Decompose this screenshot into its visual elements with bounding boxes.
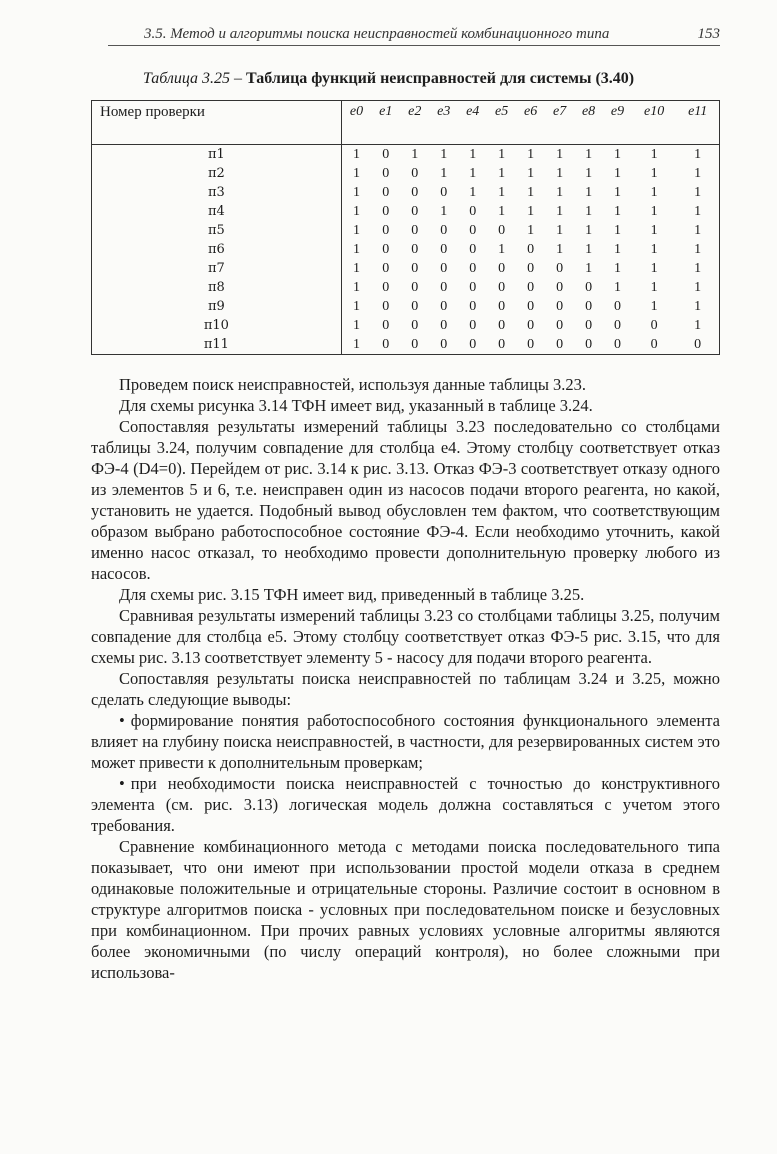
table-cell: 1: [440, 166, 448, 181]
table-cell: 1: [527, 185, 535, 200]
row-label: π10: [92, 316, 342, 335]
column-header: e1: [371, 101, 400, 145]
table-cell: 1: [353, 204, 361, 219]
table-cell: 1: [353, 337, 361, 352]
table-cell: 0: [556, 299, 564, 314]
column-header: e9: [603, 101, 632, 145]
table-cell: 1: [556, 147, 564, 162]
table-cell: 0: [585, 280, 593, 295]
paragraph: Сопоставляя результаты измерений таблицы 3.23 последовательно со столбцами таблицы 3.24, получим совпадение для столбца e4. Этому столбцу соответствует отказ ФЭ-4 (D4=0). Перейдем от рис. 3.14 к рис. 3.13. Отказ ФЭ-3 соответствует отказу одного из элементов 5 и 6, т.е. неисправен один из насосов подачи второго реагента, но какой, установить не удается. Подобный вывод обусловлен тем фактом, что соответствующим образом выбрано работоспособное состояние ФЭ-4. Если необходимо уточнить, какой именно насос отказал, то необходимо провести дополнительную проверку любого из насосов.: [91, 417, 720, 583]
table-row: [92, 221, 720, 240]
table-cell: 1: [498, 242, 506, 257]
table-row: [92, 278, 720, 297]
table-cell: 1: [650, 280, 658, 295]
table-cell: 1: [353, 223, 361, 238]
row-label: π1: [92, 145, 342, 165]
table-cell: 0: [527, 318, 535, 333]
table-cell: 1: [614, 147, 622, 162]
table-cell: 0: [527, 280, 535, 295]
paragraph: Сравнивая результаты измерений таблицы 3.23 со столбцами таблицы 3.25, получим совпадение для столбца e5. Этому столбцу соответствует отказ ФЭ-5 рис. 3.15, что для схемы рис. 3.13 соответствует элементу 5 - насосу для подачи второго реагента.: [91, 606, 720, 667]
table-cell: 0: [650, 318, 658, 333]
running-header-text: 3.5. Метод и алгоритмы поиска неисправностей комбинационного типа: [144, 26, 610, 42]
table-body: [92, 145, 720, 355]
table-cell: 0: [469, 261, 477, 276]
table-cell: 0: [585, 299, 593, 314]
column-header: e7: [545, 101, 574, 145]
row-label: π11: [92, 335, 342, 355]
table-cell: 1: [353, 147, 361, 162]
table-cell: 0: [556, 280, 564, 295]
table-cell: 1: [650, 147, 658, 162]
bullet-icon: •: [119, 774, 125, 793]
table-cell: 0: [469, 299, 477, 314]
table-cell: 1: [694, 166, 702, 181]
table-cell: 1: [585, 242, 593, 257]
table-cell: 0: [382, 299, 390, 314]
table-cell: 1: [556, 204, 564, 219]
table-cell: 0: [440, 223, 448, 238]
table-caption-number: Таблица 3.25 –: [142, 70, 243, 87]
table-cell: 1: [585, 166, 593, 181]
table-cell: 0: [382, 223, 390, 238]
table-cell: 1: [527, 204, 535, 219]
table-cell: 1: [694, 147, 702, 162]
table-caption: [0, 70, 777, 88]
column-header: e11: [676, 101, 719, 145]
bullet-text: формирование понятия работоспособного состояния функционального элемента влияет на глубину поиска неисправностей, в частности, для резервированных систем это может привести к дополнительным проверкам;: [91, 711, 720, 772]
table-cell: 1: [498, 185, 506, 200]
table-cell: 0: [498, 318, 506, 333]
table-cell: 0: [614, 299, 622, 314]
table-cell: 0: [382, 204, 390, 219]
table-cell: 0: [469, 204, 477, 219]
table-cell: 0: [614, 337, 622, 352]
row-label: π7: [92, 259, 342, 278]
table-cell: 0: [411, 280, 419, 295]
table-cell: 0: [469, 280, 477, 295]
table-cell: 0: [382, 185, 390, 200]
table-row: [92, 202, 720, 221]
bullet-text: при необходимости поиска неисправностей с точностью до конструктивного элемента (см. рис. 3.13) логическая модель должна составляться с учетом этого требования.: [91, 774, 720, 835]
paragraph: Для схемы рисунка 3.14 ТФН имеет вид, указанный в таблице 3.24.: [119, 396, 593, 415]
table-cell: 0: [411, 299, 419, 314]
table-cell: 1: [353, 261, 361, 276]
table-cell: 0: [440, 299, 448, 314]
column-header: e3: [429, 101, 458, 145]
row-label: π5: [92, 221, 342, 240]
row-label: π6: [92, 240, 342, 259]
row-label: π9: [92, 297, 342, 316]
table-cell: 0: [527, 299, 535, 314]
table-cell: 0: [440, 242, 448, 257]
table-cell: 1: [556, 223, 564, 238]
bullet-item: [91, 773, 720, 836]
table-row: [92, 145, 720, 165]
table-cell: 1: [469, 166, 477, 181]
table-cell: 1: [650, 223, 658, 238]
table-cell: 1: [650, 242, 658, 257]
column-header: e10: [632, 101, 676, 145]
body-text: [91, 374, 720, 983]
table-cell: 0: [440, 318, 448, 333]
table-cell: 0: [556, 337, 564, 352]
table-cell: 1: [694, 280, 702, 295]
table-cell: 0: [556, 318, 564, 333]
paragraph: Сопоставляя результаты поиска неисправностей по таблицам 3.24 и 3.25, можно сделать следующие выводы:: [91, 669, 720, 709]
table-cell: 1: [353, 318, 361, 333]
table-cell: 0: [469, 318, 477, 333]
row-label: π8: [92, 278, 342, 297]
table-cell: 1: [614, 280, 622, 295]
header-rule: [108, 45, 720, 46]
table-cell: 1: [556, 242, 564, 257]
table-cell: 1: [614, 204, 622, 219]
table-cell: 1: [469, 185, 477, 200]
table-cell: 1: [498, 204, 506, 219]
table-cell: 0: [382, 337, 390, 352]
table-cell: 1: [650, 166, 658, 181]
table-cell: 0: [469, 223, 477, 238]
table-cell: 0: [614, 318, 622, 333]
table-cell: 0: [585, 318, 593, 333]
table-row: [92, 297, 720, 316]
table-cell: 1: [585, 204, 593, 219]
column-header: e8: [574, 101, 603, 145]
column-header: e5: [487, 101, 516, 145]
table-cell: 1: [527, 147, 535, 162]
column-header: e0: [341, 101, 371, 145]
table-cell: 1: [650, 299, 658, 314]
table-cell: 0: [411, 185, 419, 200]
table-cell: 0: [527, 337, 535, 352]
paragraph: Сравнение комбинационного метода с методами поиска последовательного типа показывает, что они имеют при использовании простой модели отказа в среднем одинаковые положительные и отрицательные стороны. Различие состоит в основном в структуре алгоритмов поиска - условных при последовательном поиске и безусловных при комбинационном. При прочих равных условиях условные алгоритмы являются более экономичными (по числу операций контроля), но более сложными при использова-: [91, 837, 720, 982]
table-cell: 1: [498, 166, 506, 181]
table-cell: 1: [353, 280, 361, 295]
table-cell: 1: [614, 166, 622, 181]
column-header: e4: [458, 101, 487, 145]
table-cell: 1: [614, 242, 622, 257]
table-header-row: [92, 101, 720, 145]
table-cell: 1: [556, 166, 564, 181]
table-cell: 1: [527, 166, 535, 181]
table-cell: 0: [585, 337, 593, 352]
table-cell: 1: [585, 223, 593, 238]
row-label: π2: [92, 164, 342, 183]
table-row: [92, 316, 720, 335]
table-cell: 1: [650, 261, 658, 276]
table-cell: 1: [614, 223, 622, 238]
table-cell: 0: [440, 337, 448, 352]
table-cell: 0: [440, 261, 448, 276]
table-row: [92, 240, 720, 259]
table-cell: 1: [585, 185, 593, 200]
table-cell: 0: [382, 261, 390, 276]
table-cell: 1: [650, 204, 658, 219]
table-cell: 0: [440, 280, 448, 295]
table-cell: 1: [353, 166, 361, 181]
table-cell: 1: [694, 299, 702, 314]
bullet-item: [91, 710, 720, 773]
table-cell: 1: [614, 185, 622, 200]
table-cell: 1: [694, 242, 702, 257]
table-cell: 1: [353, 185, 361, 200]
table-cell: 0: [382, 147, 390, 162]
table-cell: 1: [440, 204, 448, 219]
table-cell: 0: [650, 337, 658, 352]
table-cell: 0: [411, 166, 419, 181]
table-cell: 0: [382, 242, 390, 257]
row-label: π3: [92, 183, 342, 202]
table-cell: 1: [650, 185, 658, 200]
table-row: [92, 183, 720, 202]
table-cell: 0: [694, 337, 702, 352]
table-cell: 0: [527, 242, 535, 257]
paragraph: Для схемы рис. 3.15 ТФН имеет вид, приведенный в таблице 3.25.: [119, 585, 585, 604]
column-header: e2: [400, 101, 429, 145]
fault-function-table: [91, 100, 720, 355]
table-cell: 0: [411, 223, 419, 238]
table-cell: 1: [556, 185, 564, 200]
table-cell: 1: [694, 223, 702, 238]
table-cell: 0: [527, 261, 535, 276]
table-cell: 0: [556, 261, 564, 276]
table-cell: 1: [694, 261, 702, 276]
table-cell: 0: [440, 185, 448, 200]
table-cell: 0: [411, 337, 419, 352]
table-cell: 0: [411, 318, 419, 333]
table-cell: 1: [469, 147, 477, 162]
table-cell: 1: [694, 204, 702, 219]
table-cell: 1: [498, 147, 506, 162]
table-cell: 0: [498, 261, 506, 276]
table-cell: 0: [411, 242, 419, 257]
table-cell: 0: [498, 223, 506, 238]
column-header: e6: [516, 101, 545, 145]
table-row: [92, 259, 720, 278]
table-cell: 0: [498, 280, 506, 295]
table-row: [92, 164, 720, 183]
table-cell: 1: [440, 147, 448, 162]
bullet-icon: •: [119, 711, 125, 730]
table-cell: 0: [498, 299, 506, 314]
table-cell: 0: [469, 242, 477, 257]
table-cell: 0: [411, 261, 419, 276]
table-cell: 0: [382, 280, 390, 295]
table-cell: 0: [382, 318, 390, 333]
table-row: [92, 335, 720, 355]
table-cell: 0: [498, 337, 506, 352]
table-cell: 1: [585, 261, 593, 276]
table-cell: 1: [353, 299, 361, 314]
table-corner-header: Номер проверки: [92, 101, 342, 145]
table-cell: 0: [411, 204, 419, 219]
table-cell: 1: [411, 147, 419, 162]
table-cell: 1: [694, 185, 702, 200]
table-cell: 1: [353, 242, 361, 257]
table-caption-title: Таблица функций неисправностей для системы (3.40): [246, 70, 635, 87]
table-cell: 0: [469, 337, 477, 352]
table-cell: 1: [614, 261, 622, 276]
table-cell: 1: [694, 318, 702, 333]
table-cell: 1: [527, 223, 535, 238]
table-cell: 0: [382, 166, 390, 181]
paragraph: Проведем поиск неисправностей, используя данные таблицы 3.23.: [119, 375, 587, 394]
page-number: 153: [697, 26, 720, 42]
table-cell: 1: [585, 147, 593, 162]
row-label: π4: [92, 202, 342, 221]
